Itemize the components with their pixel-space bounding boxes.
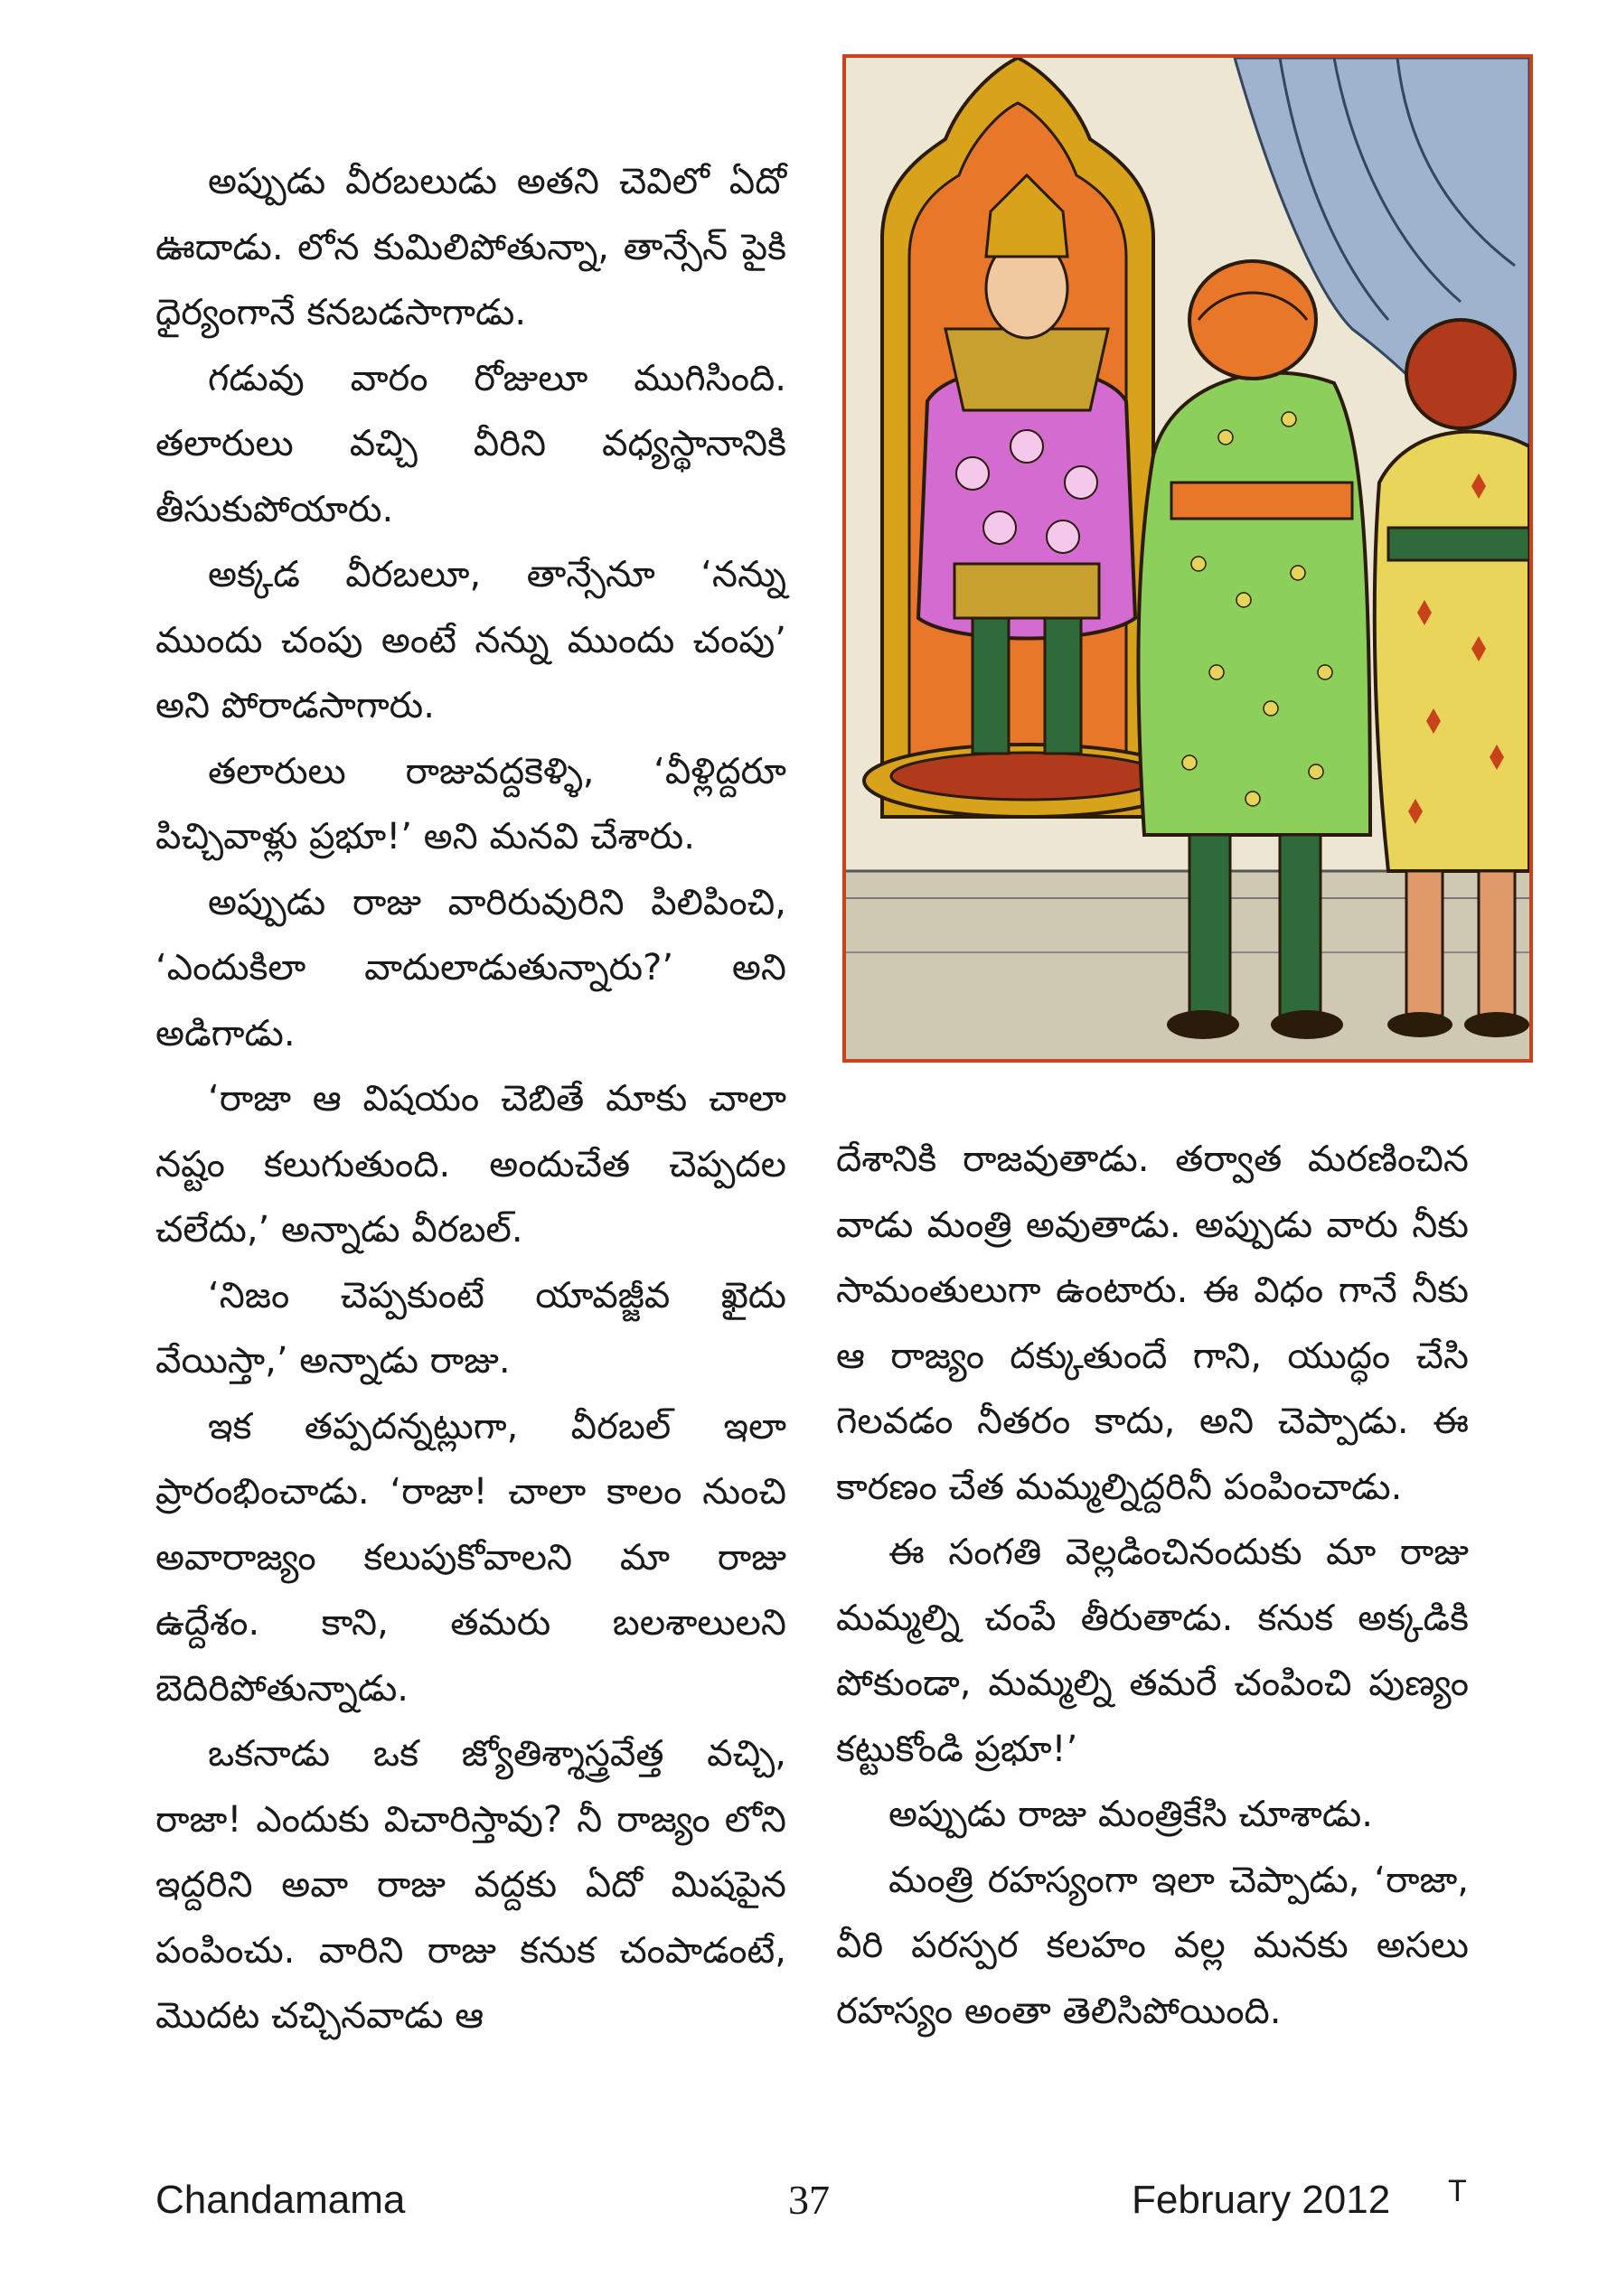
footer-page-number: 37	[788, 2177, 830, 2223]
paragraph: అప్పుడు వీరబలుడు అతని చెవిలో ఏదో ఊదాడు. లోన కుమిలిపోతున్నా, తాన్సేన్ పైకి ధైర్యంగానే కనబడసాగాడు.	[155, 161, 786, 333]
paragraph: ‘నిజం చెప్పకుంటే యావజ్జీవ ఖైదు వేయిస్తా,’ అన్నాడు రాజు.	[155, 1274, 786, 1382]
paragraph: దేశానికి రాజవుతాడు. తర్వాత మరణించిన వాడు మంత్రి అవుతాడు. అప్పుడు వారు నీకు సామంతులుగా ఉంటారు. ఈ విధం గానే నీకు ఆ రాజ్యం దక్కుతుందే గాని, యుద్ధం చేసి గెలవడం నీతరం కాదు, అని చెప్పాడు. ఈ కారణం చేత మమ్మల్నిద్దరినీ పంపించాడు.	[836, 1139, 1469, 1508]
paragraph: గడువు వారం రోజులూ ముగిసింది. తలారులు వచ్చి వీరిని వధ్యస్థానానికి తీసుకుపోయారు.	[155, 357, 786, 530]
left-text-column	[155, 149, 786, 2049]
paragraph: ఇక తప్పదన్నట్లుగా, వీరబల్ ఇలా ప్రారంభించాడు. ‘రాజా! చాలా కాలం నుంచి అవారాజ్యం కలుపుకోవాలని మా రాజు ఉద్దేశం. కాని, తమరు బలశాలులని బెదిరిపోతున్నాడు.	[155, 1405, 786, 1710]
paragraph: ఒకనాడు ఒక జ్యోతిశ్శాస్త్రవేత్త వచ్చి, రాజా! ఎందుకు విచారిస్తావు? నీ రాజ్యం లోని ఇద్దరిని అవా రాజు వద్దకు ఏదో మిషపైన పంపించు. వారిని రాజు కనుక చంపాడంటే, మొదట చచ్చినవాడు ఆ	[155, 1733, 786, 2037]
paragraph: ‘రాజా ఆ విషయం చెబితే మాకు చాలా నష్టం కలుగుతుంది. అందుచేత చెప్పదల చలేదు,’ అన్నాడు వీరబల్.	[155, 1078, 786, 1251]
paragraph: అప్పుడు రాజు వారిరువురిని పిలిపించి, ‘ఎందుకిలా వాదులాడుతున్నారు?’ అని అడిగాడు.	[155, 881, 786, 1054]
right-text-column	[836, 1127, 1469, 2044]
story-illustration	[842, 54, 1533, 1063]
paragraph: ఈ సంగతి వెల్లడించినందుకు మా రాజు మమ్మల్ని చంపే తీరుతాడు. కనుక అక్కడికి పోకుండా, మమ్మల్ని తమరే చంపించి పుణ్యం కట్టుకోండి ప్రభూ!’	[836, 1532, 1469, 1770]
footer-mark: T	[1448, 2174, 1467, 2208]
paragraph: తలారులు రాజువద్దకెళ్ళి, ‘వీళ్లిద్దరూ పిచ్చివాళ్లు ప్రభూ!’ అని మనవి చేశారు.	[155, 750, 786, 857]
paragraph: అక్కడ వీరబలూ, తాన్సేనూ ‘నన్ను ముందు చంపు అంటే నన్ను ముందు చంపు’ అని పోరాడసాగారు.	[155, 554, 786, 726]
paragraph: మంత్రి రహస్యంగా ఇలా చెప్పాడు, ‘రాజా, వీరి పరస్పర కలహం వల్ల మనకు అసలు రహస్యం అంతా తెలిసిపోయింది.	[836, 1859, 1469, 2032]
footer-magazine-name: Chandamama	[155, 2178, 406, 2222]
paragraph: అప్పుడు రాజు మంత్రికేసి చూశాడు.	[888, 1794, 1373, 1835]
footer-issue-date: February 2012	[1132, 2178, 1391, 2222]
